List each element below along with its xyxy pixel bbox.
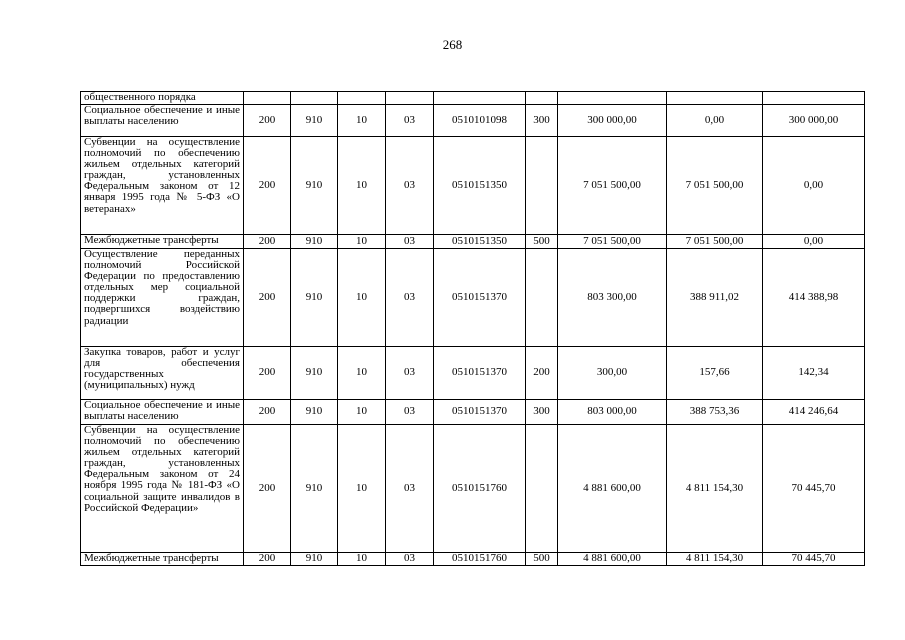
ministry-code-cell: 910 [291, 400, 338, 425]
section-cell: 10 [338, 553, 386, 566]
executed-amount-cell: 0,00 [667, 105, 763, 137]
section-cell: 10 [338, 347, 386, 400]
section-cell: 10 [338, 105, 386, 137]
ministry-code-cell: 910 [291, 425, 338, 553]
section-cell: 10 [338, 400, 386, 425]
table-row [81, 400, 865, 425]
approved-amount-cell: 300 000,00 [558, 105, 667, 137]
remaining-amount-cell: 414 246,64 [763, 400, 865, 425]
target-article-cell [434, 92, 526, 105]
section-cell: 10 [338, 235, 386, 249]
remaining-amount-cell [763, 92, 865, 105]
expense-type-cell [526, 249, 558, 347]
budget-code-cell: 200 [244, 553, 291, 566]
budget-code-cell: 200 [244, 249, 291, 347]
target-article-cell: 0510151760 [434, 425, 526, 553]
remaining-amount-cell: 0,00 [763, 137, 865, 235]
target-article-cell: 0510151370 [434, 249, 526, 347]
row-name-cell: Субвенции на осуществление полномочий по обеспечению жильем отдельных категорий граждан, установленных Федеральным законом от 12 января 1995 года № 5-ФЗ «О ветеранах» [81, 137, 244, 235]
expense-type-cell: 200 [526, 347, 558, 400]
row-name-cell: Межбюджетные трансферты [81, 235, 244, 249]
executed-amount-cell: 7 051 500,00 [667, 137, 763, 235]
executed-amount-cell: 4 811 154,30 [667, 553, 763, 566]
budget-code-cell: 200 [244, 347, 291, 400]
ministry-code-cell: 910 [291, 235, 338, 249]
subsection-cell: 03 [386, 400, 434, 425]
table-row [81, 249, 865, 347]
page-number: 268 [442, 37, 463, 52]
table-row [81, 553, 865, 566]
budget-code-cell: 200 [244, 137, 291, 235]
row-name-cell: Социальное обеспечение и иные выплаты населению [81, 105, 244, 137]
row-name-cell: Социальное обеспечение и иные выплаты населению [81, 400, 244, 425]
budget-code-cell: 200 [244, 105, 291, 137]
remaining-amount-cell: 142,34 [763, 347, 865, 400]
approved-amount-cell [558, 92, 667, 105]
target-article-cell: 0510151350 [434, 235, 526, 249]
subsection-cell: 03 [386, 105, 434, 137]
ministry-code-cell: 910 [291, 347, 338, 400]
approved-amount-cell: 7 051 500,00 [558, 235, 667, 249]
executed-amount-cell: 4 811 154,30 [667, 425, 763, 553]
approved-amount-cell: 803 300,00 [558, 249, 667, 347]
row-name-cell: Закупка товаров, работ и услуг для обеспечения государственных (муниципальных) нужд [81, 347, 244, 400]
table-row [81, 105, 865, 137]
approved-amount-cell: 4 881 600,00 [558, 553, 667, 566]
section-cell: 10 [338, 249, 386, 347]
expense-type-cell: 500 [526, 235, 558, 249]
row-name-cell: общественного порядка [81, 92, 244, 105]
expense-type-cell: 300 [526, 105, 558, 137]
expense-type-cell [526, 92, 558, 105]
subsection-cell [386, 92, 434, 105]
budget-code-cell [244, 92, 291, 105]
target-article-cell: 0510151370 [434, 400, 526, 425]
ministry-code-cell [291, 92, 338, 105]
remaining-amount-cell: 70 445,70 [763, 425, 865, 553]
expense-type-cell: 300 [526, 400, 558, 425]
subsection-cell: 03 [386, 235, 434, 249]
budget-code-cell: 200 [244, 425, 291, 553]
row-name-cell: Осуществление переданных полномочий Российской Федерации по предоставлению отдельных мер социальной поддержки граждан, подвергшихся воздействию радиации [81, 249, 244, 347]
table-row [81, 92, 865, 105]
table-row [81, 347, 865, 400]
approved-amount-cell: 7 051 500,00 [558, 137, 667, 235]
target-article-cell: 0510151370 [434, 347, 526, 400]
subsection-cell: 03 [386, 137, 434, 235]
approved-amount-cell: 300,00 [558, 347, 667, 400]
expense-type-cell [526, 425, 558, 553]
executed-amount-cell: 7 051 500,00 [667, 235, 763, 249]
subsection-cell: 03 [386, 347, 434, 400]
ministry-code-cell: 910 [291, 249, 338, 347]
target-article-cell: 0510101098 [434, 105, 526, 137]
executed-amount-cell: 388 753,36 [667, 400, 763, 425]
remaining-amount-cell: 414 388,98 [763, 249, 865, 347]
target-article-cell: 0510151760 [434, 553, 526, 566]
approved-amount-cell: 803 000,00 [558, 400, 667, 425]
subsection-cell: 03 [386, 425, 434, 553]
row-name-cell: Межбюджетные трансферты [81, 553, 244, 566]
remaining-amount-cell: 300 000,00 [763, 105, 865, 137]
table-row [81, 137, 865, 235]
remaining-amount-cell: 70 445,70 [763, 553, 865, 566]
approved-amount-cell: 4 881 600,00 [558, 425, 667, 553]
ministry-code-cell: 910 [291, 137, 338, 235]
section-cell: 10 [338, 425, 386, 553]
ministry-code-cell: 910 [291, 553, 338, 566]
table-row [81, 235, 865, 249]
row-name-cell: Субвенции на осуществление полномочий по обеспечению жильем отдельных категорий граждан, установленных Федеральным законом от 24 ноября 1995 года № 181-ФЗ «О социальной защите инвалидов в Российской Федерации» [81, 425, 244, 553]
budget-code-cell: 200 [244, 235, 291, 249]
executed-amount-cell [667, 92, 763, 105]
ministry-code-cell: 910 [291, 105, 338, 137]
subsection-cell: 03 [386, 249, 434, 347]
executed-amount-cell: 157,66 [667, 347, 763, 400]
section-cell: 10 [338, 137, 386, 235]
expense-type-cell: 500 [526, 553, 558, 566]
subsection-cell: 03 [386, 553, 434, 566]
remaining-amount-cell: 0,00 [763, 235, 865, 249]
table-row [81, 425, 865, 553]
target-article-cell: 0510151350 [434, 137, 526, 235]
executed-amount-cell: 388 911,02 [667, 249, 763, 347]
budget-code-cell: 200 [244, 400, 291, 425]
expense-type-cell [526, 137, 558, 235]
section-cell [338, 92, 386, 105]
budget-table [80, 91, 865, 566]
